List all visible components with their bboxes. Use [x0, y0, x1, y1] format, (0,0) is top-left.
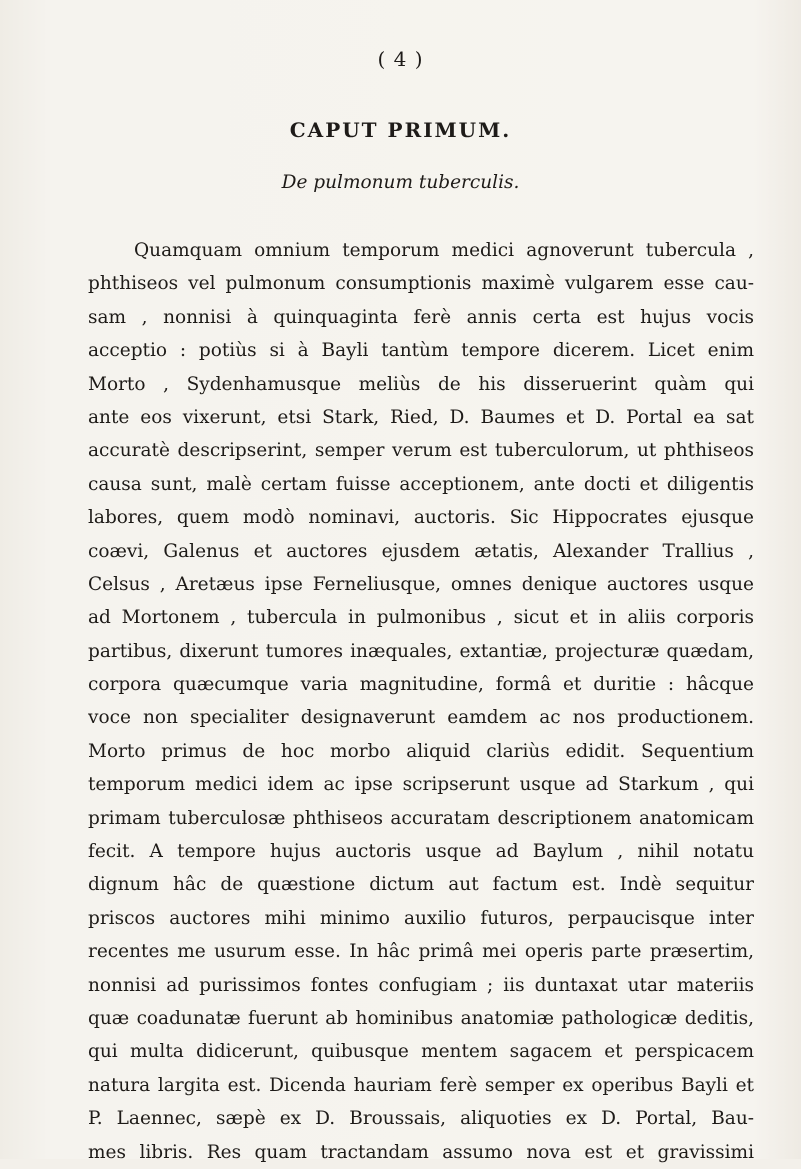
text-line: voce non specialiter designaverunt eamdem ac nos productionem.	[88, 707, 754, 729]
text-line: coævi, Galenus et auctores ejusdem ætatis, Alexander Trallius ,	[88, 540, 754, 562]
text-line: qui multa didicerunt, quibusque mentem sagacem et perspicacem	[88, 1041, 754, 1063]
text-line: temporum medici idem ac ipse scripserunt usque ad Starkum , qui	[88, 774, 754, 796]
text-line: corpora quæcumque varia magnitudine, formâ et duritie : hâcque	[88, 674, 754, 696]
body-paragraph	[88, 234, 754, 1169]
text-line: quæ coadunatæ fuerunt ab hominibus anatomiæ pathologicæ deditis,	[88, 1007, 754, 1029]
text-line: accuratè descripserint, semper verum est tuberculorum, ut phthiseos	[88, 440, 754, 462]
text-line: Morto primus de hoc morbo aliquid clariùs edidit. Sequentium	[88, 740, 754, 762]
text-line: ad Mortonem , tubercula in pulmonibus , sicut et in aliis corporis	[88, 607, 754, 629]
text-line: sam , nonnisi à quinquaginta ferè annis certa est hujus vocis	[88, 306, 754, 328]
text-line: fecit. A tempore hujus auctoris usque ad Baylum , nihil notatu	[88, 841, 754, 863]
text-line: natura largita est. Dicenda hauriam ferè semper ex operibus Bayli et	[88, 1074, 754, 1096]
text-line: Morto , Sydenhamusque meliùs de his disseruerint quàm qui	[88, 373, 754, 395]
text-line: P. Laennec, sæpè ex D. Broussais, aliquoties ex D. Portal, Bau-	[88, 1108, 754, 1130]
text-line: acceptio : potiùs si à Bayli tantùm tempore dicerem. Licet enim	[88, 340, 754, 362]
page-number: ( 4 )	[377, 47, 424, 71]
text-line: mes libris. Res quam tractandam assumo nova est et gravissimi	[88, 1141, 754, 1163]
text-line: causa sunt, malè certam fuisse acceptionem, ante docti et diligentis	[88, 473, 754, 495]
text-line: nonnisi ad purissimos fontes confugiam ; iis duntaxat utar materiis	[88, 974, 754, 996]
text-line: recentes me usurum esse. In hâc primâ mei operis parte præsertim,	[88, 941, 754, 963]
text-line: primam tuberculosæ phthiseos accuratam descriptionem anatomicam	[88, 807, 754, 829]
section-title: De pulmonum tuberculis.	[281, 172, 520, 193]
text-line: dignum hâc de quæstione dictum aut factum est. Indè sequitur	[88, 874, 754, 896]
chapter-title: CAPUT PRIMUM.	[289, 118, 512, 142]
text-line: phthiseos vel pulmonum consumptionis maximè vulgarem esse cau-	[88, 273, 754, 295]
text-line: partibus, dixerunt tumores inæquales, extantiæ, projecturæ quædam,	[88, 640, 754, 662]
text-line: labores, quem modò nominavi, auctoris. Sic Hippocrates ejusque	[88, 507, 754, 529]
text-line: ante eos vixerunt, etsi Stark, Ried, D. Baumes et D. Portal ea sat	[88, 406, 754, 428]
text-line: priscos auctores mihi minimo auxilio futuros, perpaucisque inter	[88, 907, 754, 929]
text-line: Quamquam omnium temporum medici agnoverunt tubercula ,	[134, 240, 754, 261]
text-line: Celsus , Aretæus ipse Ferneliusque, omnes denique auctores usque	[88, 573, 754, 595]
